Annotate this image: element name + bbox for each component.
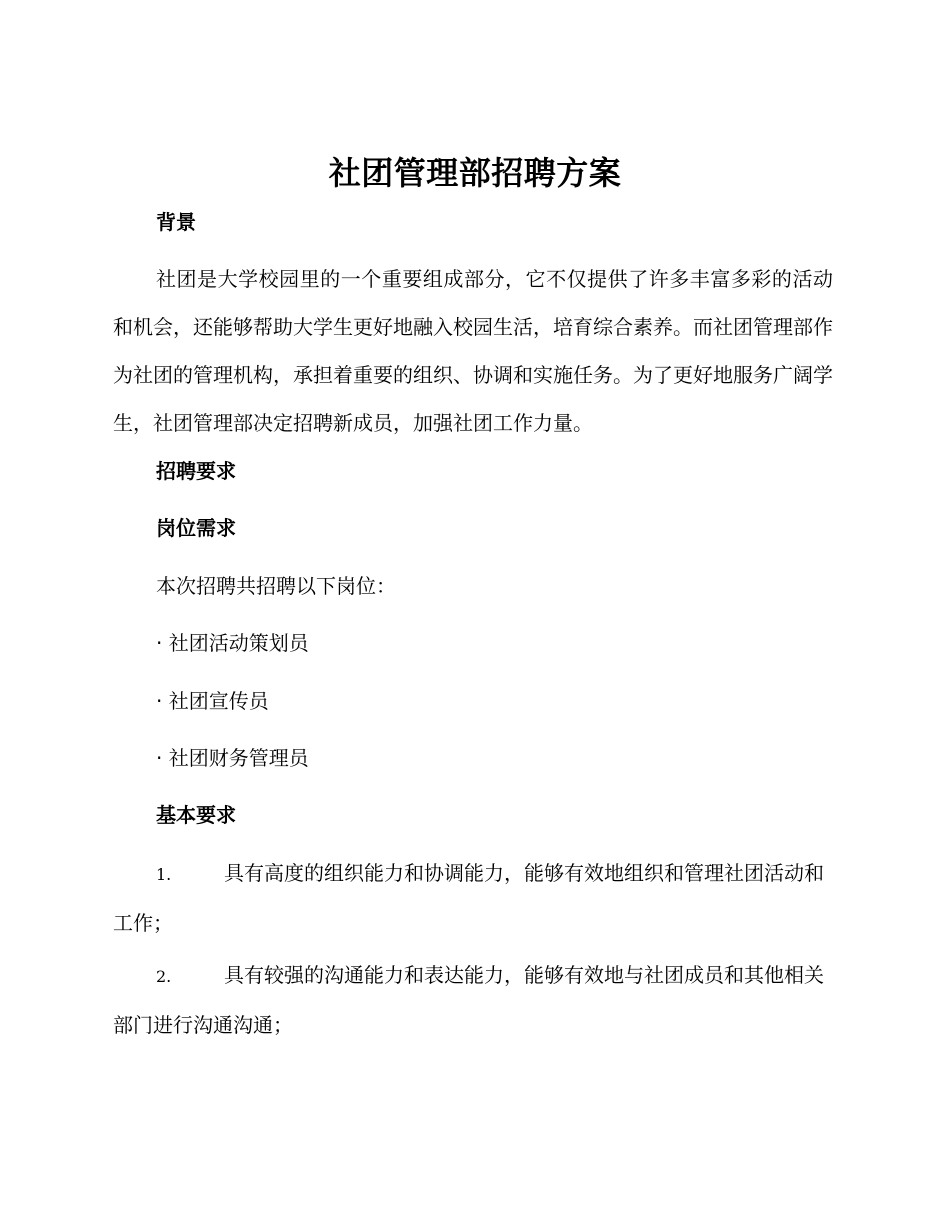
requirement-number: 1.	[156, 865, 172, 884]
requirement-item	[113, 849, 833, 947]
requirement-text: 具有较强的沟通能力和表达能力，能够有效地与社团成员和其他相关部门进行沟通沟通；	[113, 963, 824, 1037]
background-paragraph: 社团是大学校园里的一个重要组成部分，它不仅提供了许多丰富多彩的活动和机会，还能够帮助大学生更好地融入校园生活，培育综合素养。而社团管理部作为社团的管理机构，承担着重要的组织、协调和实施任务。为了更好地服务广阔学生，社团管理部决定招聘新成员，加强社团工作力量。	[113, 267, 833, 435]
requirement-number: 2.	[156, 967, 172, 986]
section-heading-position: 岗位需求	[156, 516, 236, 540]
section-heading-basic: 基本要求	[156, 803, 236, 827]
position-intro: 本次招聘共招聘以下岗位：	[156, 574, 396, 598]
requirement-text: 具有高度的组织能力和协调能力，能够有效地组织和管理社团活动和工作；	[113, 861, 824, 935]
position-item: · 社团宣传员	[156, 689, 269, 713]
section-heading-recruit: 招聘要求	[156, 459, 236, 483]
requirement-item	[113, 951, 833, 1049]
position-item: · 社团财务管理员	[156, 746, 309, 770]
position-item: · 社团活动策划员	[156, 631, 309, 655]
section-heading-background: 背景	[156, 210, 196, 234]
document-title: 社团管理部招聘方案	[328, 154, 622, 192]
